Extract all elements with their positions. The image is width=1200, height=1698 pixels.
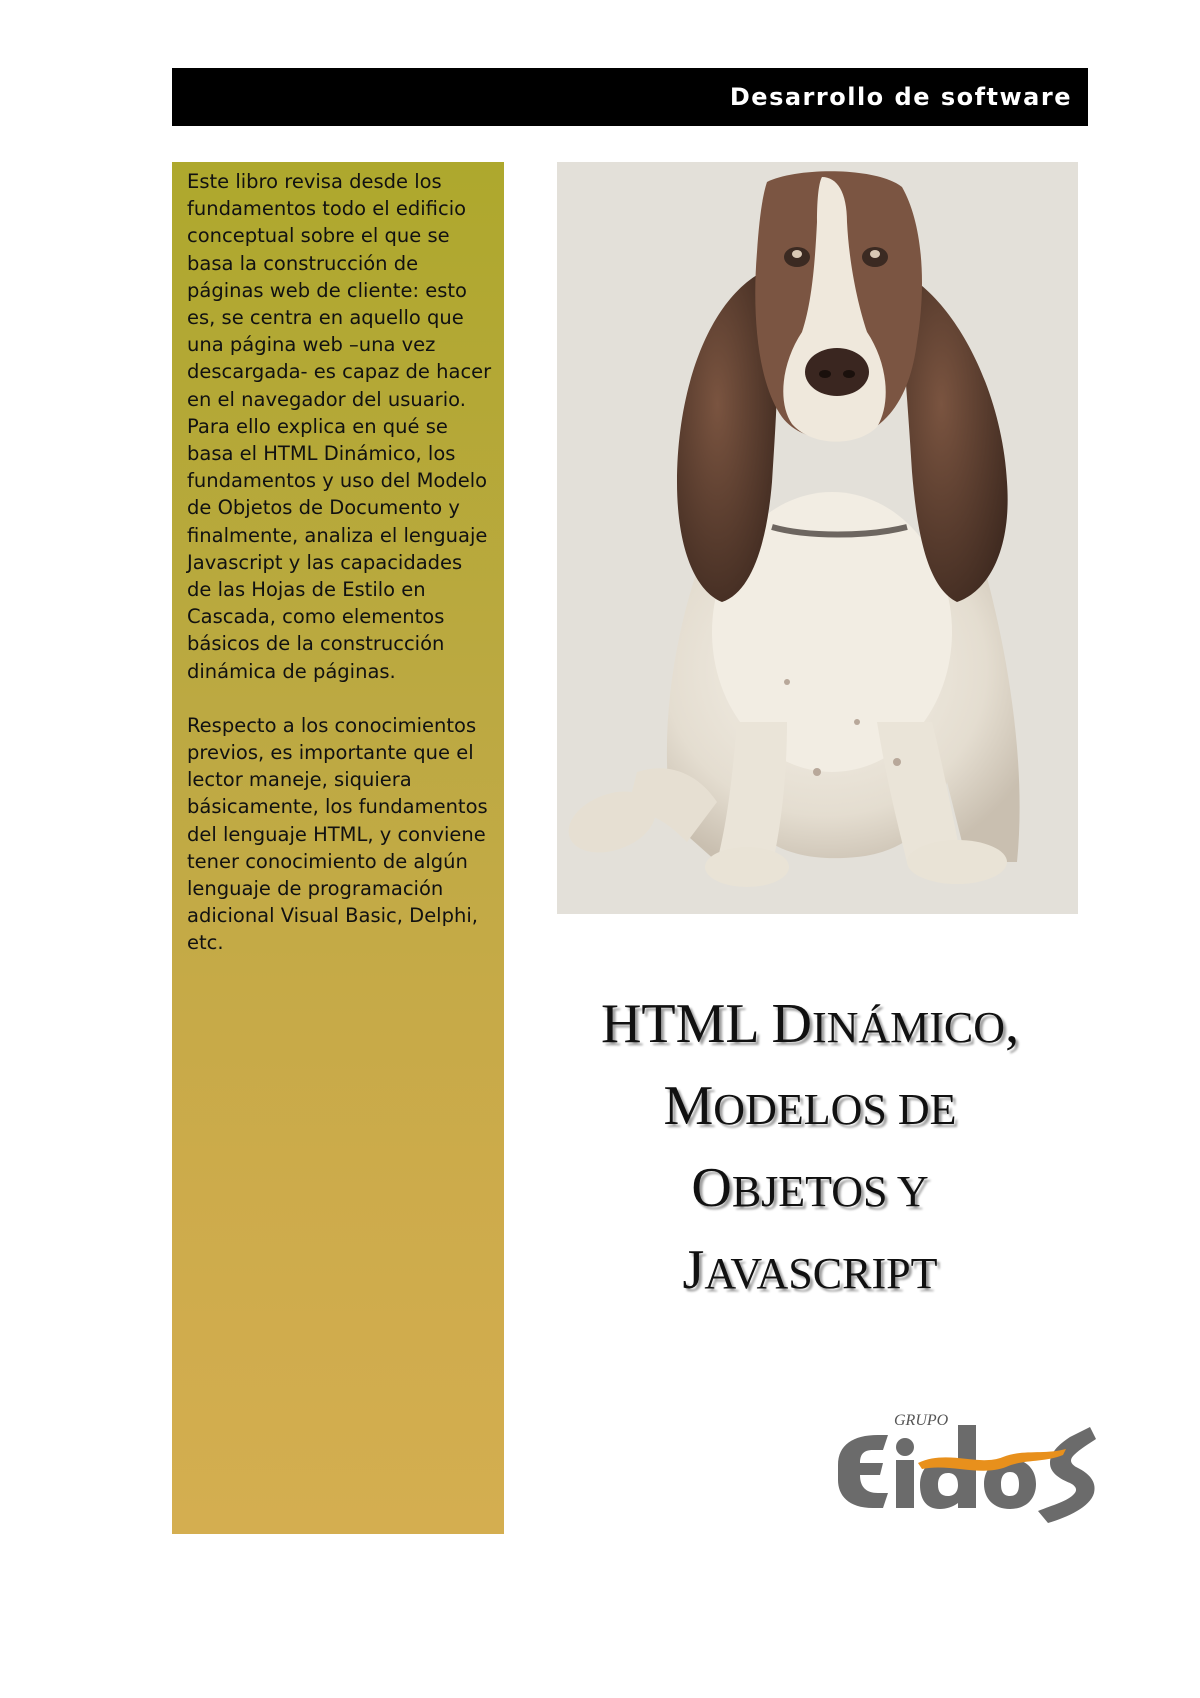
book-title-line: HTML DINÁMICO, [600,993,1020,1055]
prerequisites-paragraph: Respecto a los conocimientos previos, es importante que el lector maneje, siquiera básicamente, los fundamentos del lenguaje HTML, y conviene tener conocimiento de algún lenguaje de programación adicional Visual Basic, Delphi, etc. [187,713,488,955]
description-panel [172,162,504,1534]
eidos-logo [828,1405,1098,1529]
description-paragraph: Este libro revisa desde los fundamentos todo el edificio conceptual sobre el que se basa la construcción de páginas web de cliente: esto es, se centra en aquello que una página web –una vez descargada- es capaz de hacer en el navegador del usuario. Para ello explica en qué se basa el HTML Dinámico, los fundamentos y uso del Modelo de Objetos de Documento y finalmente, analiza el lenguaje Javascript y las capacidades de las Hojas de Estilo en Cascada, como elementos básicos de la construcción dinámica de páginas. [187,170,492,683]
header-bar [172,68,1088,126]
book-title-line: OBJETOS Y [691,1157,929,1219]
book-title [520,985,1100,1313]
header-title: Desarrollo de software [729,83,1072,111]
book-title-line: MODELOS DE [663,1075,957,1137]
basset-hound-photo [557,162,1078,914]
logo-group-text: GRUPO [894,1412,949,1429]
book-title-line: JAVASCRIPT [682,1239,938,1301]
